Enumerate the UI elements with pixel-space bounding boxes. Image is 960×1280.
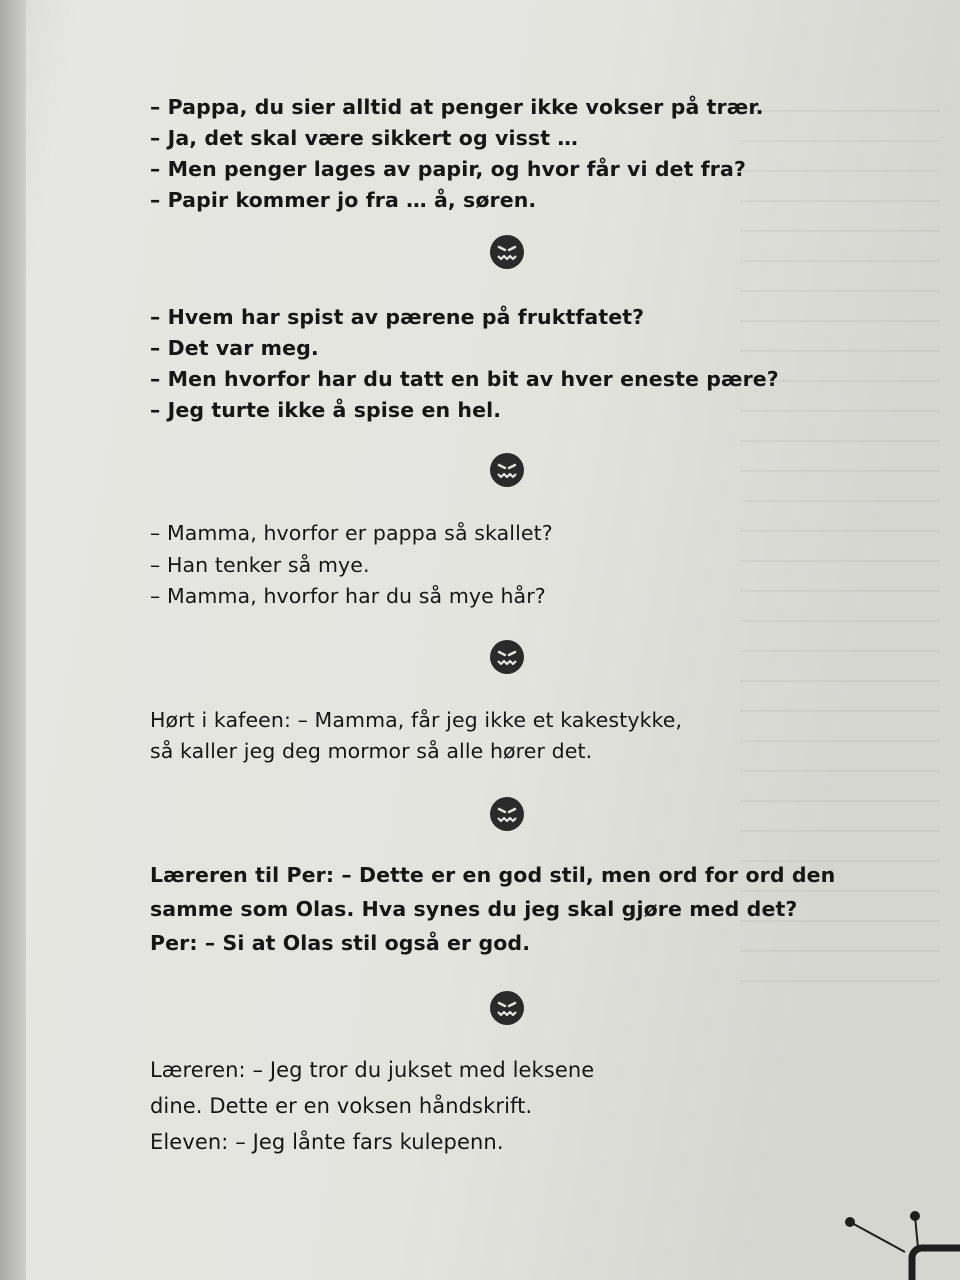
corner-doodle-icon bbox=[820, 1190, 960, 1280]
page-spine-shadow bbox=[0, 0, 26, 1280]
joke-line: – Hvem har spist av pærene på fruktfatet? bbox=[150, 305, 645, 329]
joke-6 bbox=[150, 1052, 830, 1160]
joke-line: Per: – Si at Olas stil også er god. bbox=[150, 931, 531, 955]
separator-face-icon bbox=[490, 235, 524, 269]
joke-line: – Han tenker så mye. bbox=[150, 552, 370, 577]
separator-face-icon bbox=[490, 640, 524, 674]
joke-line: – Jeg turte ikke å spise en hel. bbox=[150, 398, 502, 422]
separator-face-icon bbox=[490, 453, 524, 487]
joke-line: Læreren til Per: – Dette er en god stil, men ord for ord den bbox=[150, 863, 836, 887]
joke-line: samme som Olas. Hva synes du jeg skal gjøre med det? bbox=[150, 897, 798, 921]
joke-line: – Pappa, du sier alltid at penger ikke vokser på trær. bbox=[150, 95, 764, 119]
joke-line: Hørt i kafeen: – Mamma, får jeg ikke et kakestykke, bbox=[150, 708, 683, 732]
joke-line: – Mamma, hvorfor har du så mye hår? bbox=[150, 584, 546, 608]
joke-1 bbox=[150, 92, 830, 216]
joke-line: Læreren: – Jeg tror du jukset med leksene bbox=[150, 1058, 595, 1082]
joke-2 bbox=[150, 302, 830, 426]
joke-line: så kaller jeg deg mormor så alle hører det. bbox=[150, 739, 593, 763]
joke-5 bbox=[150, 858, 836, 960]
joke-line: Eleven: – Jeg lånte fars kulepenn. bbox=[150, 1130, 504, 1154]
separator-face-icon bbox=[490, 991, 524, 1025]
joke-line: dine. Dette er en voksen håndskrift. bbox=[150, 1094, 533, 1118]
separator-face-icon bbox=[490, 797, 524, 831]
joke-line: – Det var meg. bbox=[150, 336, 319, 360]
joke-4 bbox=[150, 705, 830, 767]
joke-line: – Mamma, hvorfor er pappa så skallet? bbox=[150, 521, 553, 545]
joke-line: – Ja, det skal være sikkert og visst … bbox=[150, 126, 578, 150]
joke-line: – Men hvorfor har du tatt en bit av hver eneste pære? bbox=[150, 367, 779, 391]
joke-line: – Men penger lages av papir, og hvor får vi det fra? bbox=[150, 157, 746, 181]
joke-3 bbox=[150, 518, 830, 613]
joke-line: – Papir kommer jo fra … å, søren. bbox=[150, 188, 537, 212]
